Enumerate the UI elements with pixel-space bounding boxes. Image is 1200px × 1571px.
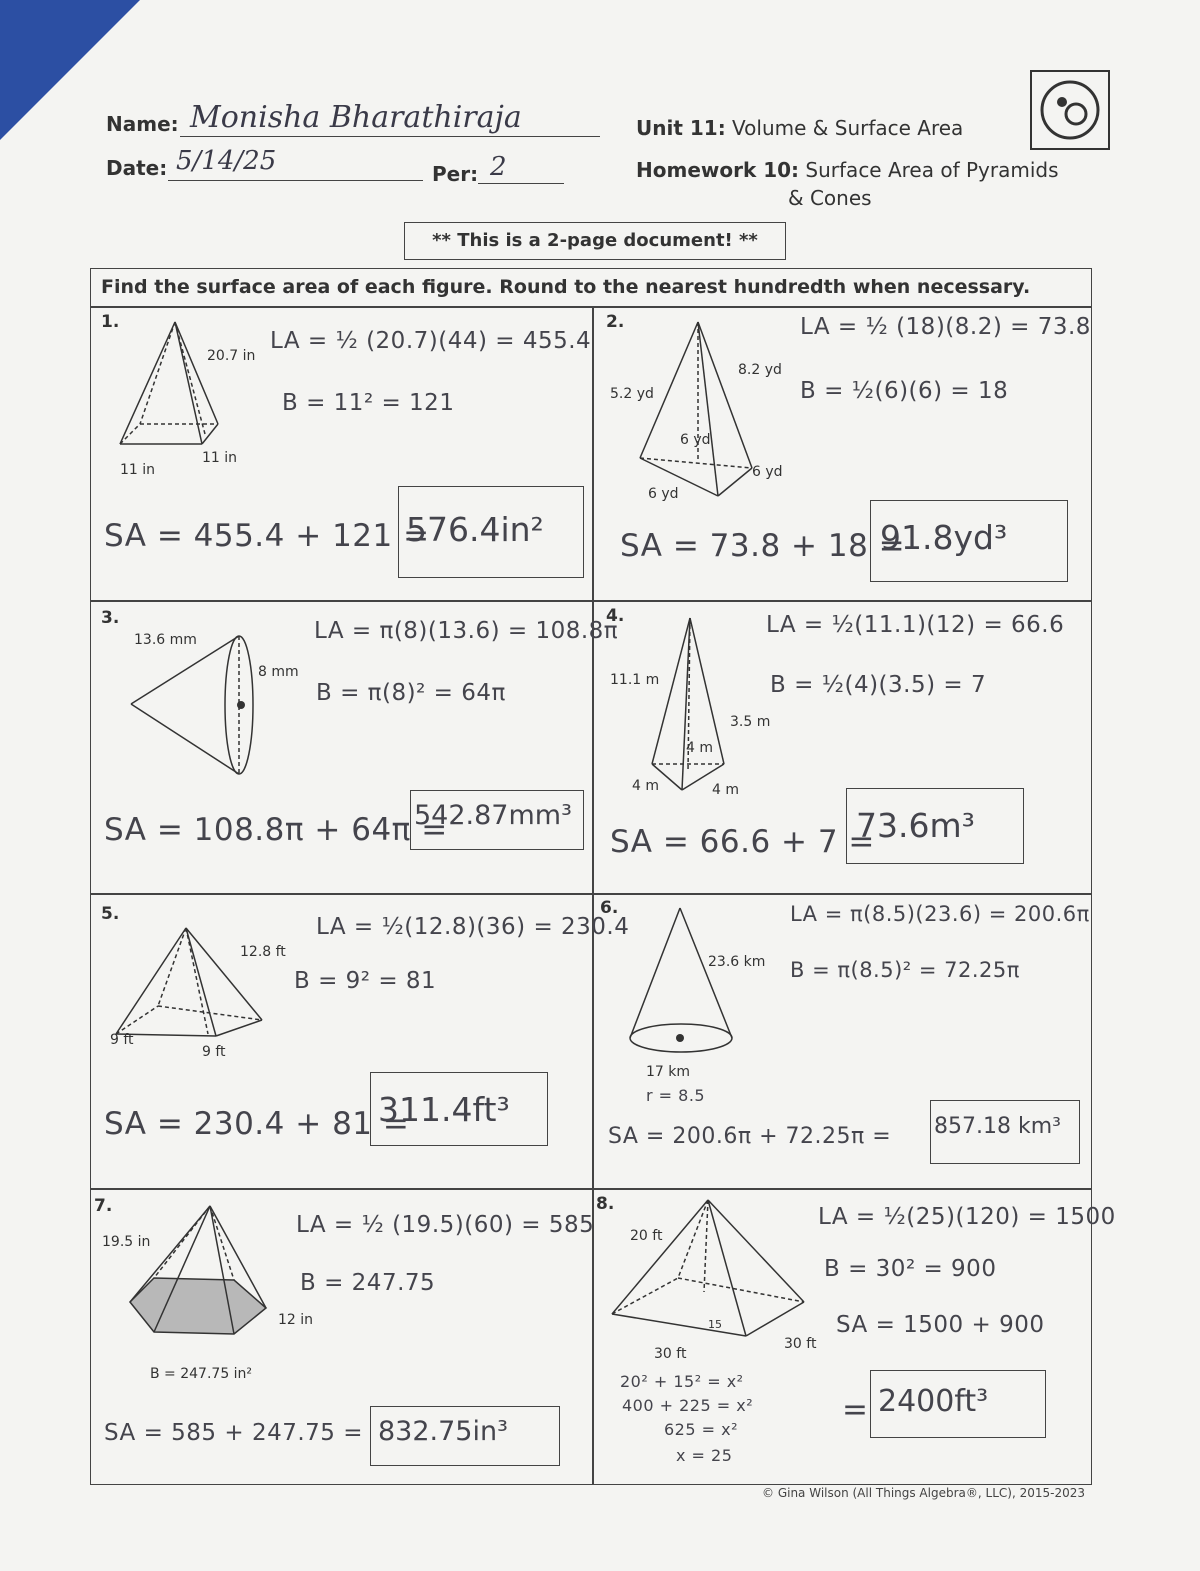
- date-underline: [168, 180, 423, 181]
- lateral-area-work: LA = ½ (19.5)(60) = 585: [296, 1212, 595, 1238]
- surface-area-work: SA = 230.4 + 81 =: [104, 1106, 410, 1142]
- answer: 857.18 km³: [934, 1114, 1061, 1139]
- dimension-label: 23.6 km: [708, 954, 766, 970]
- name-label: Name:: [106, 112, 179, 136]
- base-area-work: B = π(8.5)² = 72.25π: [790, 958, 1020, 982]
- surface-area-work: SA = 200.6π + 72.25π =: [608, 1124, 892, 1149]
- equals-sign: =: [842, 1392, 869, 1428]
- dimension-label: 11 in: [120, 462, 156, 478]
- dimension-label: B = 247.75 in²: [150, 1366, 253, 1382]
- lateral-area-work: LA = π(8)(13.6) = 108.8π: [314, 618, 619, 644]
- base-area-work: B = 9² = 81: [294, 968, 437, 994]
- base-area-work: B = ½(4)(3.5) = 7: [770, 672, 987, 698]
- surface-area-work: SA = 66.6 + 7 =: [610, 824, 875, 860]
- answer: 91.8yd³: [880, 518, 1008, 557]
- dimension-label: 8.2 yd: [738, 362, 782, 378]
- two-page-note: ** This is a 2-page document! **: [404, 222, 786, 260]
- copyright: © Gina Wilson (All Things Algebra®, LLC), 2015-2023: [762, 1486, 1085, 1500]
- base-area-work: B = 30² = 900: [824, 1256, 997, 1282]
- surface-area-work: SA = 108.8π + 64π =: [104, 812, 448, 848]
- square-pyramid-figure: [110, 318, 230, 458]
- answer: 2400ft³: [878, 1384, 989, 1419]
- dimension-label: 3.5 m: [730, 714, 771, 730]
- answer: 832.75in³: [378, 1416, 508, 1447]
- radius-note: r = 8.5: [646, 1086, 706, 1105]
- dimension-label: 4 m: [686, 740, 713, 756]
- dimension-label: 8 mm: [258, 664, 299, 680]
- surface-area-work: SA = 455.4 + 121 =: [104, 518, 430, 554]
- base-area-work: B = ½(6)(6) = 18: [800, 378, 1009, 404]
- problem-number: 4.: [606, 606, 625, 626]
- dimension-label: 6 yd: [752, 464, 783, 480]
- date-value: 5/14/25: [176, 146, 277, 176]
- per-value: 2: [490, 152, 507, 182]
- base-area-work: B = 11² = 121: [282, 390, 455, 416]
- hexagonal-pyramid-figure: [124, 1202, 284, 1342]
- pythagorean-work: x = 25: [676, 1446, 733, 1465]
- triangular-pyramid-figure: [636, 318, 766, 498]
- lateral-area-work: LA = ½(11.1)(12) = 66.6: [766, 612, 1065, 638]
- lateral-area-work: LA = ½(25)(120) = 1500: [818, 1204, 1116, 1230]
- base-area-work: B = π(8)² = 64π: [316, 680, 506, 706]
- cone-figure: [125, 630, 265, 790]
- homework-heading: Homework 10: Surface Area of Pyramids: [636, 158, 1059, 182]
- dimension-label: 13.6 mm: [134, 632, 197, 648]
- problem-number: 3.: [101, 608, 120, 628]
- lateral-area-work: LA = ½(12.8)(36) = 230.4: [316, 914, 630, 940]
- problem-number: 8.: [596, 1194, 615, 1214]
- grid-divider: [90, 893, 1092, 895]
- grid-divider: [90, 306, 1092, 308]
- triangular-pyramid-figure: [640, 614, 750, 794]
- per-label: Per:: [432, 162, 479, 186]
- dimension-label: 12.8 ft: [240, 944, 286, 960]
- lateral-area-work: LA = ½ (20.7)(44) = 455.4: [270, 328, 592, 354]
- problem-number: 7.: [94, 1196, 113, 1216]
- square-pyramid-figure: [112, 924, 272, 1044]
- date-label: Date:: [106, 156, 168, 180]
- dimension-label: 6 yd: [680, 432, 711, 448]
- cone-figure: [626, 904, 736, 1054]
- pythagorean-work: 20² + 15² = x²: [620, 1372, 744, 1391]
- pythagorean-work: 400 + 225 = x²: [622, 1396, 754, 1415]
- dimension-label: 20.7 in: [207, 348, 256, 364]
- answer: 311.4ft³: [378, 1090, 510, 1129]
- dimension-label: 9 ft: [110, 1032, 134, 1048]
- problem-number: 2.: [606, 312, 625, 332]
- homework-heading-line2: & Cones: [788, 186, 872, 210]
- pythagorean-work: 625 = x²: [664, 1420, 738, 1439]
- dimension-label: 9 ft: [202, 1044, 226, 1060]
- dimension-label: 12 in: [278, 1312, 314, 1328]
- dimension-label: 20 ft: [630, 1228, 663, 1244]
- answer: 576.4in²: [406, 510, 544, 549]
- lateral-area-work: LA = ½ (18)(8.2) = 73.8: [800, 314, 1091, 340]
- dimension-label: 5.2 yd: [610, 386, 654, 402]
- name-value: Monisha Bharathiraja: [190, 100, 522, 135]
- surface-area-work: SA = 73.8 + 18 =: [620, 528, 906, 564]
- surface-area-work: SA = 585 + 247.75 =: [104, 1420, 364, 1446]
- surface-area-work: SA = 1500 + 900: [836, 1312, 1045, 1338]
- name-underline: [180, 136, 600, 137]
- grid-divider: [90, 1188, 1092, 1190]
- dimension-label: 30 ft: [654, 1346, 687, 1362]
- answer: 542.87mm³: [414, 800, 572, 831]
- per-underline: [478, 183, 564, 184]
- grid-divider: [90, 600, 1092, 602]
- base-area-work: B = 247.75: [300, 1270, 436, 1296]
- dimension-label: 15: [708, 1318, 722, 1331]
- logo: [1030, 70, 1110, 150]
- problem-number: 6.: [600, 898, 619, 918]
- dimension-label: 4 m: [712, 782, 739, 798]
- lateral-area-work: LA = π(8.5)(23.6) = 200.6π: [790, 902, 1090, 926]
- dimension-label: 11.1 m: [610, 672, 660, 688]
- dimension-label: 17 km: [646, 1064, 691, 1080]
- dimension-label: 30 ft: [784, 1336, 817, 1352]
- unit-heading: Unit 11: Volume & Surface Area: [636, 116, 964, 140]
- problem-number: 5.: [101, 904, 120, 924]
- grid-divider: [592, 306, 594, 1484]
- dimension-label: 11 in: [202, 450, 238, 466]
- dimension-label: 19.5 in: [102, 1234, 151, 1250]
- problem-number: 1.: [101, 312, 120, 332]
- dimension-label: 6 yd: [648, 486, 679, 502]
- instructions: Find the surface area of each figure. Round to the nearest hundredth when necessary.: [101, 276, 1031, 298]
- dimension-label: 4 m: [632, 778, 659, 794]
- answer: 73.6m³: [856, 806, 975, 845]
